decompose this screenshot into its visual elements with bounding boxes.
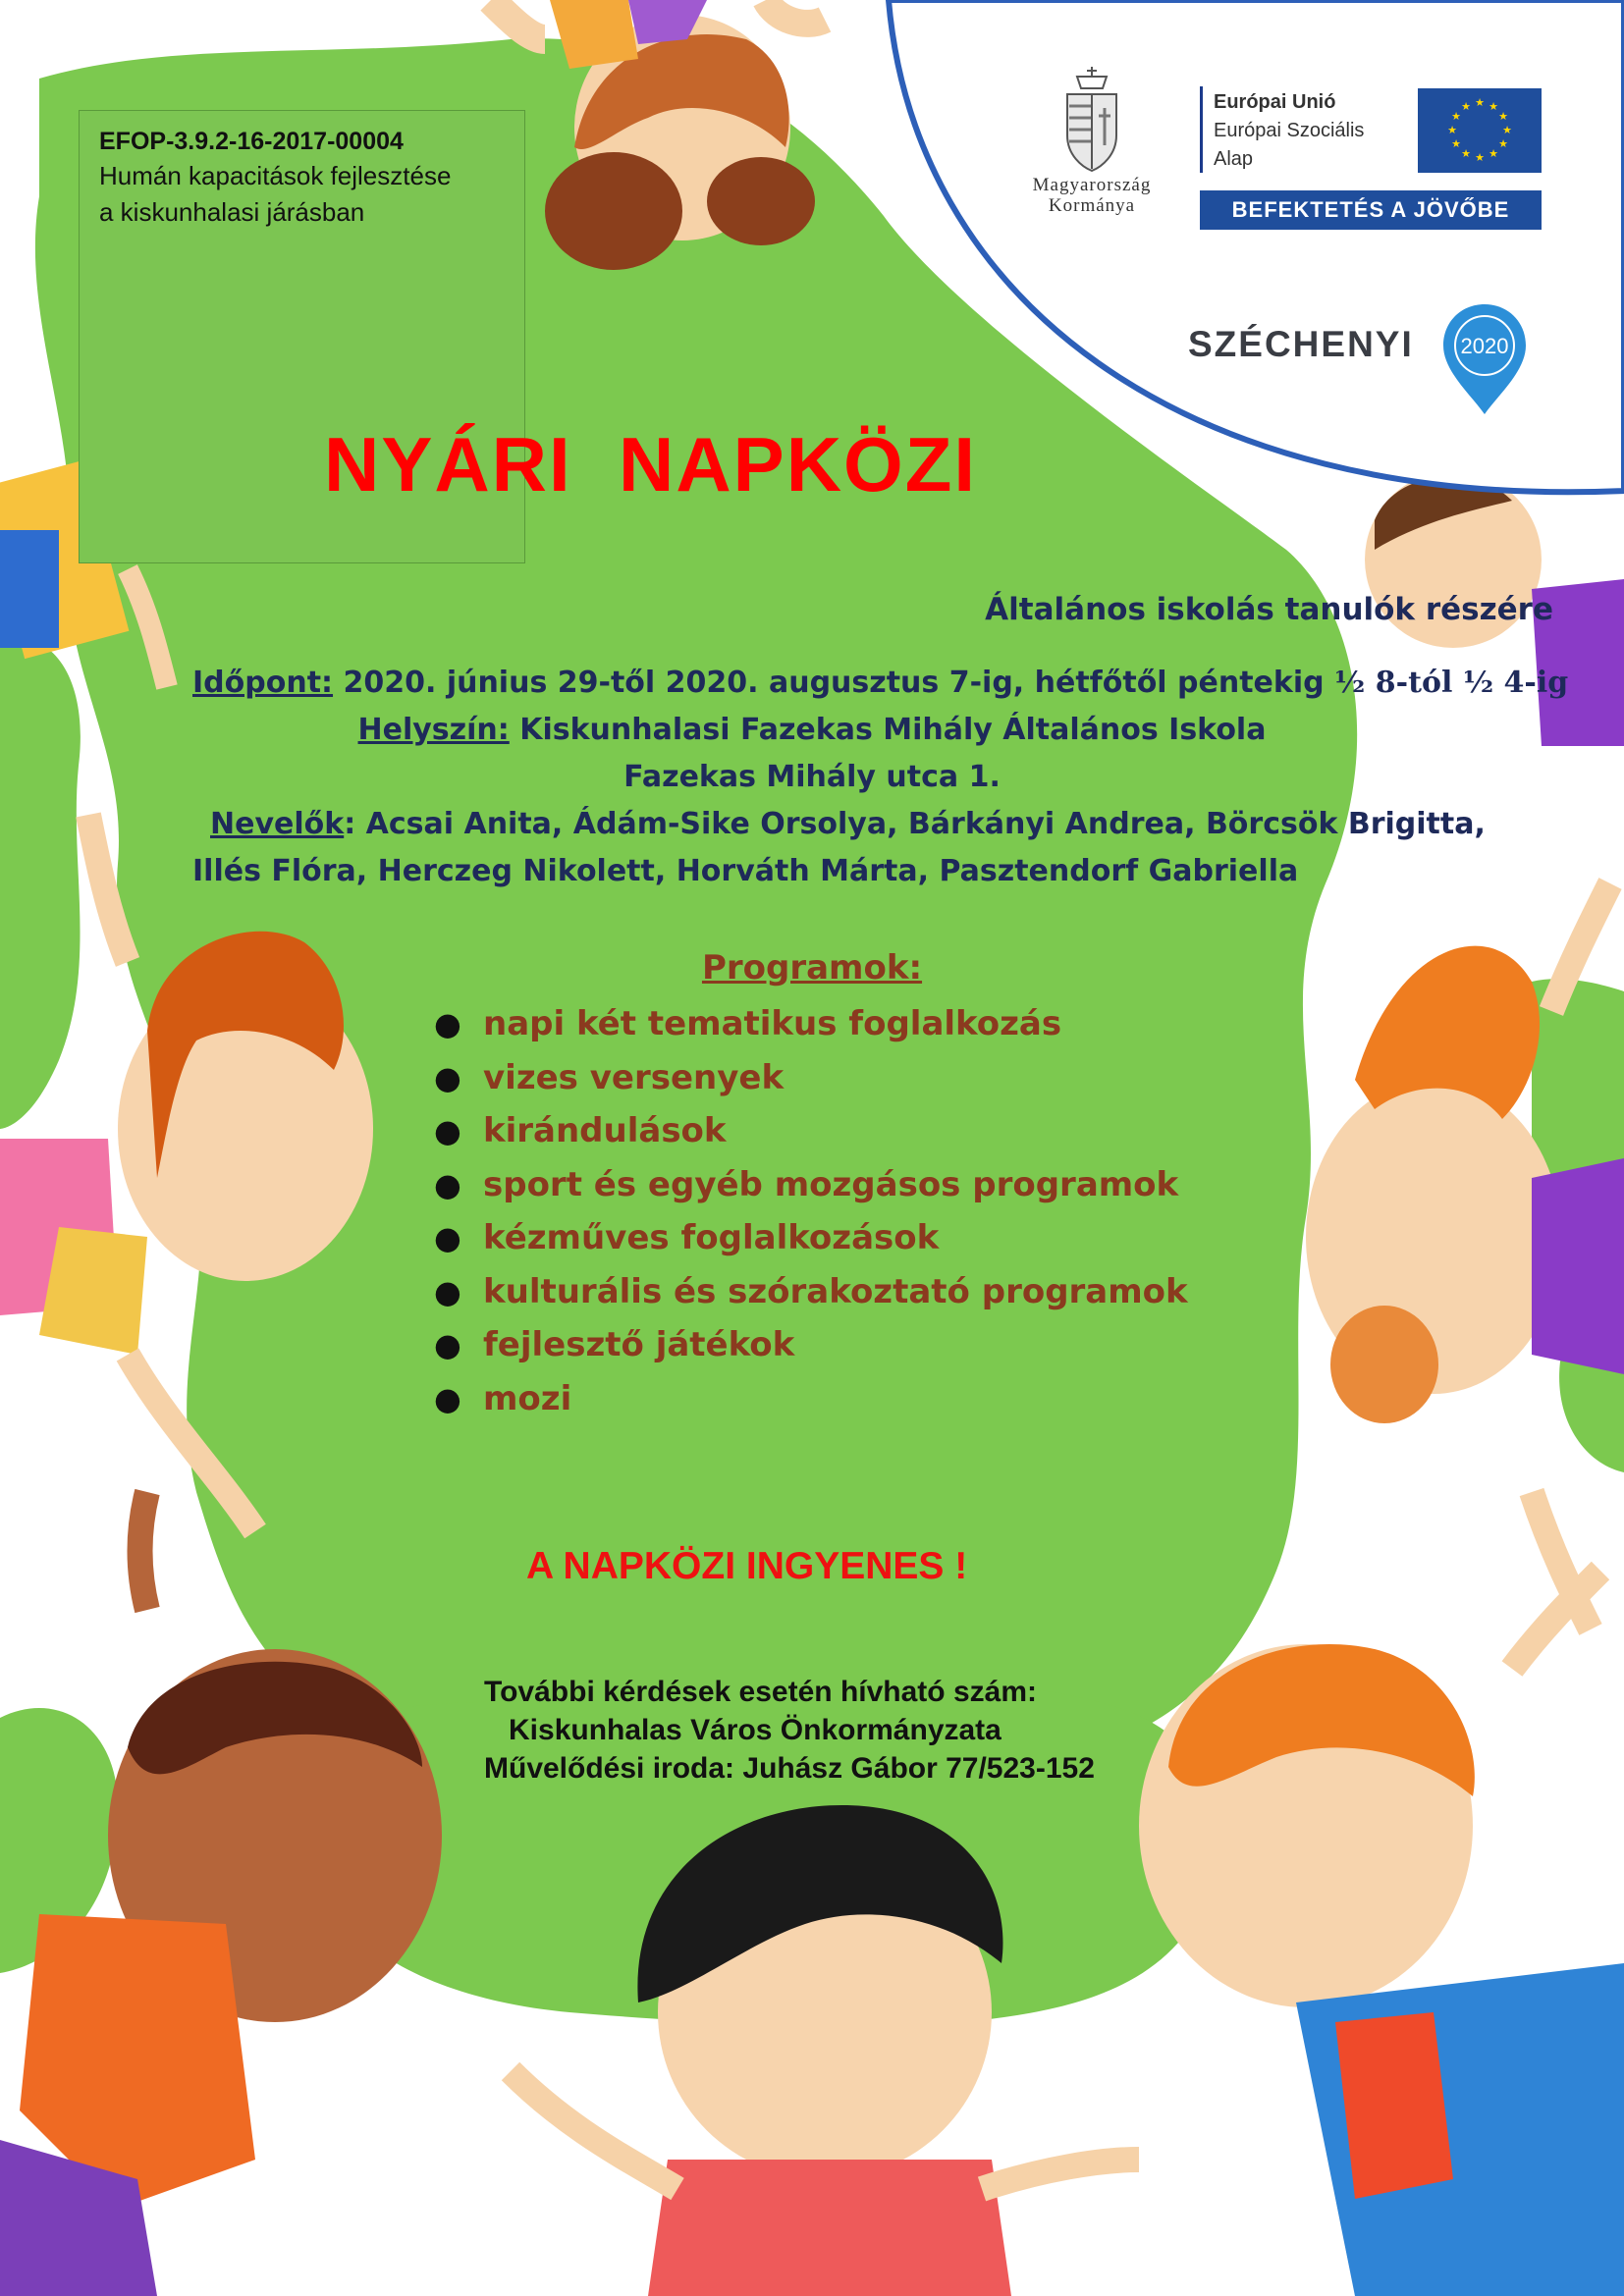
coat-of-arms-icon — [1057, 67, 1126, 175]
bullet-icon: ● — [434, 1326, 461, 1363]
place-line — [0, 707, 1624, 754]
time-dates: 2020. június 29-től 2020. augusztus 7-ig, hétfőtől péntekig — [333, 666, 1335, 700]
programs-heading: Programok: — [701, 948, 923, 988]
program-label: mozi — [483, 1378, 572, 1418]
svg-text:★: ★ — [1489, 147, 1498, 160]
time-label: Időpont: — [192, 666, 334, 700]
eu-divider — [1200, 86, 1203, 173]
contact-line-2: Kiskunhalas Város Önkormányzata — [484, 1714, 1001, 1746]
teachers-line-2: Illés Flóra, Herczeg Nikolett, Horváth Márta, Pasztendorf Gabriella — [192, 854, 1299, 888]
eu-line-2: Európai Szociális — [1214, 120, 1365, 141]
government-logo — [1003, 67, 1180, 216]
list-item — [432, 1211, 1188, 1265]
program-label: napi két tematikus foglalkozás — [483, 1004, 1062, 1043]
program-label: kirándulások — [483, 1111, 727, 1150]
target-group: Általános iskolás tanulók részére — [985, 592, 1553, 627]
program-label: fejlesztő játékok — [483, 1325, 795, 1364]
bullet-icon: ● — [434, 1005, 461, 1042]
list-item — [432, 1158, 1188, 1212]
bullet-icon: ● — [434, 1379, 461, 1417]
svg-text:★: ★ — [1502, 124, 1512, 136]
place-value: Kiskunhalasi Fazekas Mihály Általános Iskola — [509, 713, 1267, 747]
list-item — [432, 1104, 1188, 1158]
szechenyi-text: SZÉCHENYI — [1188, 324, 1414, 364]
contact-info — [484, 1673, 1095, 1788]
contact-line-1: További kérdések esetén hívható szám: — [484, 1676, 1037, 1708]
gov-logo-line-1: Magyarország — [1032, 175, 1152, 195]
time-line — [192, 660, 1587, 707]
list-item — [432, 1372, 1188, 1426]
eu-banner: BEFEKTETÉS A JÖVŐBE — [1200, 190, 1542, 230]
svg-text:★: ★ — [1475, 151, 1485, 164]
szechenyi-logo — [1188, 300, 1532, 418]
svg-text:★: ★ — [1498, 137, 1508, 150]
svg-text:★: ★ — [1461, 100, 1471, 113]
teachers-names-1: : Acsai Anita, Ádám-Sike Orsolya, Bárkányi Andrea, Börcsök Brigitta, — [344, 807, 1486, 841]
teachers-label: Nevelők — [210, 807, 345, 841]
bullet-icon: ● — [434, 1058, 461, 1096]
svg-text:★: ★ — [1461, 147, 1471, 160]
list-item — [432, 1318, 1188, 1372]
svg-text:★: ★ — [1447, 124, 1457, 136]
svg-text:★: ★ — [1451, 110, 1461, 123]
place-street: Fazekas Mihály utca 1. — [623, 760, 1001, 794]
time-hours: ½ 8-tól ½ 4-ig — [1334, 666, 1569, 700]
eu-line-3: Alap — [1214, 148, 1254, 170]
list-item — [432, 1051, 1188, 1105]
kid-bottom-right — [1139, 1571, 1624, 2296]
programs-list — [432, 997, 1188, 1425]
svg-text:★: ★ — [1498, 110, 1508, 123]
bullet-icon: ● — [434, 1112, 461, 1149]
program-label: vizes versenyek — [483, 1057, 785, 1097]
project-line-2: a kiskunhalasi járásban — [99, 197, 365, 227]
svg-text:★: ★ — [1451, 137, 1461, 150]
page-title: NYÁRI NAPKÖZI — [324, 421, 978, 507]
program-label: sport és egyéb mozgásos programok — [483, 1164, 1179, 1204]
location-pin-icon — [1439, 300, 1530, 418]
program-label: kézműves foglalkozások — [483, 1218, 940, 1257]
gov-logo-line-2: Kormánya — [1048, 195, 1136, 216]
contact-line-3: Művelődési iroda: Juhász Gábor 77/523-152 — [484, 1752, 1095, 1785]
svg-text:★: ★ — [1475, 96, 1485, 109]
eu-line-1: Európai Unió — [1214, 91, 1336, 113]
bullet-icon: ● — [434, 1272, 461, 1310]
list-item — [432, 997, 1188, 1051]
project-code: EFOP-3.9.2-16-2017-00004 — [99, 128, 404, 155]
program-label: kulturális és szórakoztató programok — [483, 1271, 1188, 1311]
place-label: Helyszín: — [357, 713, 510, 747]
eu-logo-block — [1200, 86, 1543, 234]
eu-flag-icon — [1418, 88, 1542, 173]
eu-text — [1214, 88, 1410, 174]
list-item — [432, 1265, 1188, 1319]
free-notice: A NAPKÖZI INGYENES ! — [526, 1545, 968, 1587]
svg-text:★: ★ — [1489, 100, 1498, 113]
project-line-1: Humán kapacitások fejlesztése — [99, 161, 452, 190]
bullet-icon: ● — [434, 1165, 461, 1203]
bullet-icon: ● — [434, 1219, 461, 1256]
teachers-line-1 — [210, 801, 1624, 848]
szechenyi-year: 2020 — [1460, 334, 1509, 358]
